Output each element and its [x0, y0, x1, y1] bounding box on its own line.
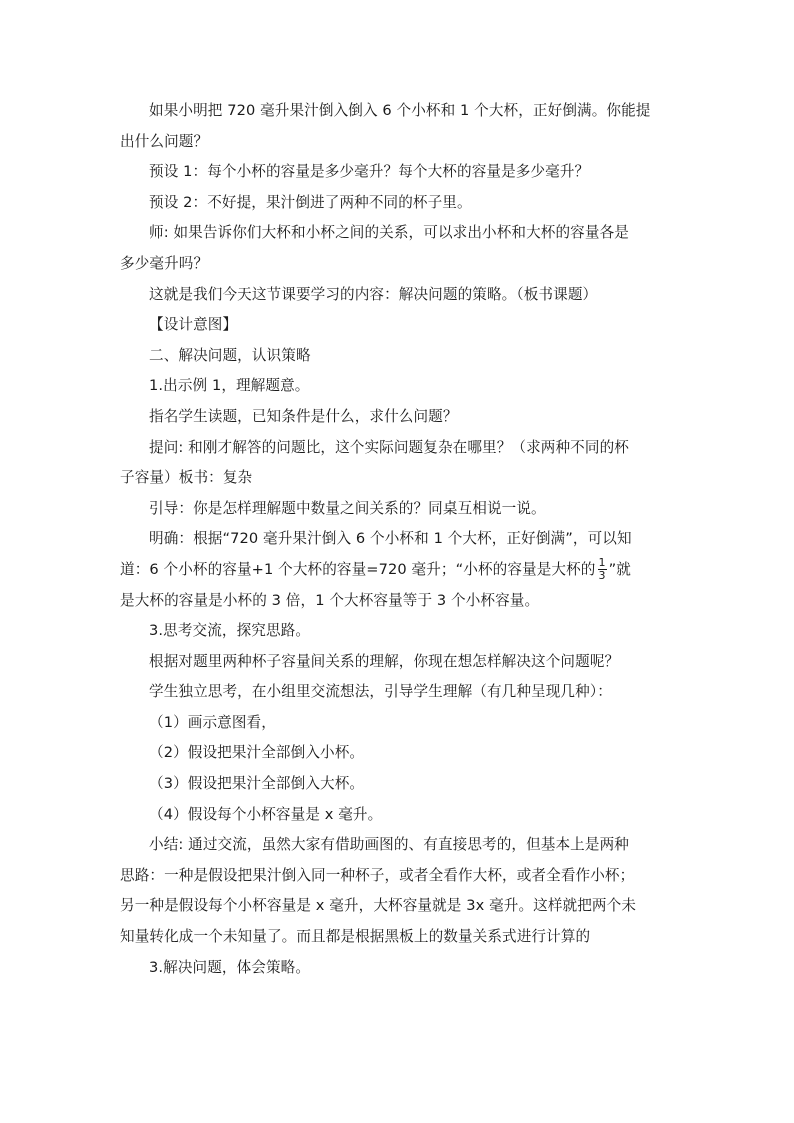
paragraph-lesson-topic: 这就是我们今天这节课要学习的内容：解决问题的策略。（板书课题） — [149, 285, 598, 303]
clarify-line-2-after: ”就 — [608, 560, 631, 578]
paragraph-clarify — [120, 524, 676, 616]
paragraph-teacher-question — [120, 218, 676, 279]
paragraph-think-exchange: 3.思考交流，探究思路。 — [149, 622, 311, 640]
fraction-denominator: 3 — [598, 569, 606, 583]
section-heading-solve-problems: 二、解决问题，认识策略 — [149, 346, 311, 364]
paragraph-read-question: 指名学生读题，已知条件是什么，求什么问题？ — [149, 407, 458, 425]
paragraph-guide: 引导：你是怎样理解题中数量之间关系的？同桌互相说一说。 — [149, 499, 546, 517]
fraction-numerator: 1 — [598, 556, 606, 570]
intro-question-line-2: 出什么问题？ — [120, 132, 209, 150]
teacher-question-line-1: 师: 如果告诉你们大杯和小杯之间的关系，可以求出小杯和大杯的容量各是 — [149, 224, 629, 242]
document-page — [120, 96, 676, 983]
paragraph-intro-question — [120, 96, 676, 157]
list-item-method-3: （3）假设把果汁全部倒入大杯。 — [149, 775, 365, 793]
summary-line-1: 小结: 通过交流，虽然大家有借助画图的、有直接思考的，但基本上是两种 — [149, 836, 629, 854]
paragraph-ask-complexity — [120, 433, 676, 494]
paragraph-design-intent: 【设计意图】 — [149, 316, 238, 334]
summary-line-2: 思路：一种是假设把果汁倒入同一种杯子，或者全看作大杯，或者全看作小杯； — [120, 866, 635, 884]
ask-complexity-line-2: 子容量）板书：复杂 — [120, 469, 253, 487]
paragraph-solve-and-experience: 3.解决问题，体会策略。 — [149, 958, 311, 976]
teacher-question-line-2: 多少毫升吗？ — [120, 254, 209, 272]
fraction-one-third — [598, 557, 607, 582]
paragraph-preset-2: 预设 2：不好提，果汁倒进了两种不同的杯子里。 — [149, 193, 472, 211]
paragraph-example-1: 1.出示例 1，理解题意。 — [149, 377, 310, 395]
list-item-method-2: （2）假设把果汁全部倒入小杯。 — [149, 744, 365, 762]
intro-question-line-1: 如果小明把 720 毫升果汁倒入倒入 6 个小杯和 1 个大杯，正好倒满。你能提 — [149, 102, 651, 119]
clarify-line-1: 明确：根据“720 毫升果汁倒入 6 个小杯和 1 个大杯，正好倒满”，可以知 — [149, 530, 632, 548]
clarify-line-3: 是大杯的容量是小杯的 3 倍，1 个大杯容量等于 3 个小杯容量。 — [120, 591, 540, 609]
paragraph-preset-1: 预设 1：每个小杯的容量是多少毫升？每个大杯的容量是多少毫升？ — [149, 163, 590, 181]
ask-complexity-line-1: 提问: 和刚才解答的问题比，这个实际问题复杂在哪里？（求两种不同的杯 — [149, 438, 629, 456]
list-item-method-1: （1）画示意图看， — [149, 713, 276, 731]
list-item-method-4: （4）假设每个小杯容量是 x 毫升。 — [149, 805, 383, 823]
paragraph-independent-thinking: 学生独立思考，在小组里交流想法，引导学生理解（有几种呈现几种）： — [149, 683, 612, 701]
summary-line-4: 知量转化成一个未知量了。而且都是根据黑板上的数量关系式进行计算的 — [120, 928, 591, 946]
clarify-line-2-before: 道：6 个小杯的容量+1 个大杯的容量=720 毫升；“小杯的容量是大杯的 — [120, 560, 596, 578]
paragraph-summary — [120, 830, 676, 952]
paragraph-how-to-solve: 根据对题里两种杯子容量间关系的理解，你现在想怎样解决这个问题呢？ — [149, 652, 620, 670]
summary-line-3: 另一种是假设每个小杯容量是 x 毫升，大杯容量就是 3x 毫升。这样就把两个未 — [120, 897, 637, 915]
